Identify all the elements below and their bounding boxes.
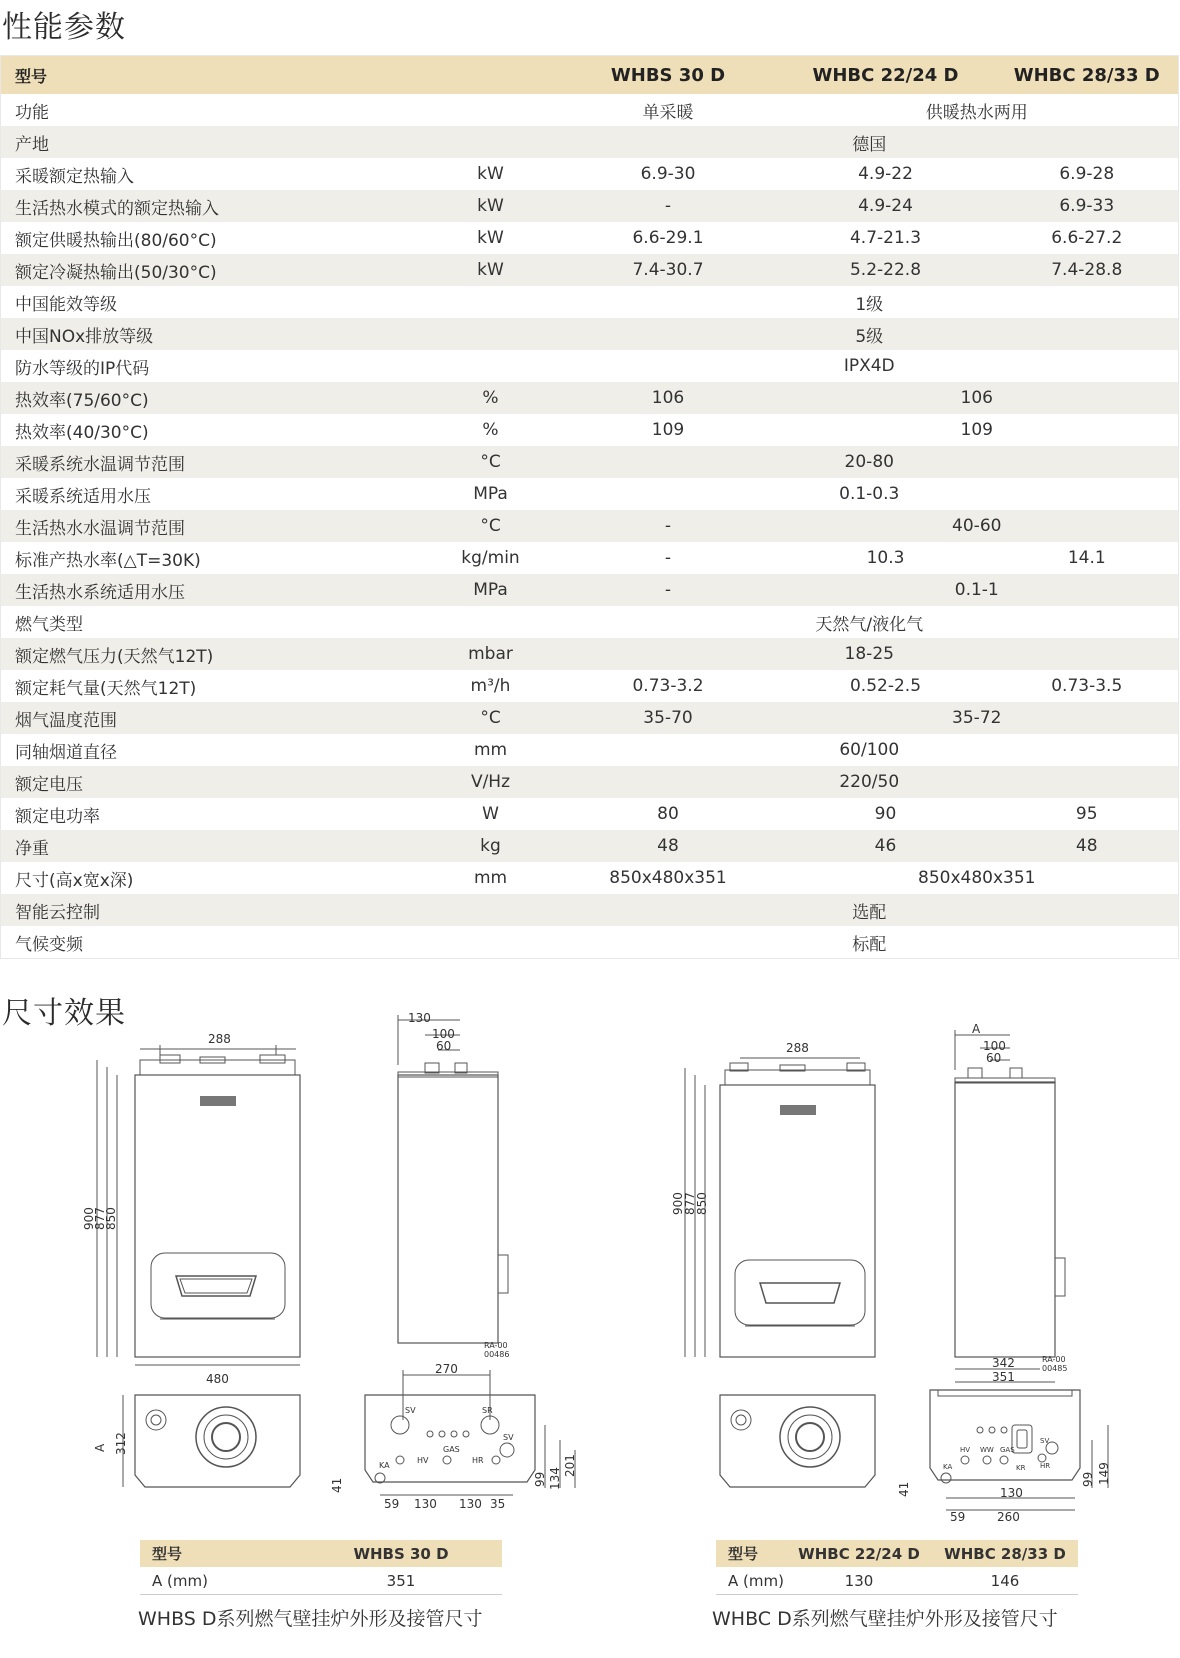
spec-unit: % <box>421 382 561 414</box>
spec-unit <box>421 286 561 318</box>
header-model: 型号 <box>1 56 421 95</box>
spec-value: 48 <box>996 830 1179 862</box>
spec-value: 40-60 <box>776 510 1179 542</box>
spec-value: 天然气/液化气 <box>815 614 924 635</box>
label-ka-right: KA <box>943 1463 953 1471</box>
spec-label: 采暖额定热输入 <box>15 166 134 187</box>
spec-label: 同轴烟道直径 <box>15 742 117 763</box>
spec-row <box>1 670 1179 702</box>
spec-value: - <box>561 574 776 606</box>
spec-row <box>1 94 1179 126</box>
dim-312: 312 <box>114 1432 128 1455</box>
header-whbc2833d: WHBC 28/33 D <box>996 56 1179 95</box>
model-table-right-v1: 130 <box>786 1567 932 1595</box>
spec-unit: kW <box>421 190 561 222</box>
spec-value: 7.4-30.7 <box>561 254 776 286</box>
ra-number-right: 00485 <box>1042 1364 1068 1373</box>
spec-label: 额定电压 <box>1 766 421 798</box>
spec-unit: kW <box>477 164 504 184</box>
dim-900-right: 900 <box>671 1192 685 1215</box>
spec-value: 95 <box>1075 804 1098 824</box>
spec-unit: kg <box>421 830 561 862</box>
spec-label: 标准产热水率(△T=30K) <box>15 550 201 571</box>
spec-value: 5级 <box>561 318 1179 350</box>
spec-unit: V/Hz <box>421 766 561 798</box>
spec-value: 1级 <box>855 294 884 315</box>
spec-label: 采暖系统适用水压 <box>15 486 151 507</box>
model-table-right-h1: 型号 <box>716 1540 786 1567</box>
spec-unit: °C <box>421 702 561 734</box>
ra-code-left: RA-00 <box>484 1341 508 1350</box>
spec-label: 燃气类型 <box>15 614 83 635</box>
header-whbs30d: WHBS 30 D <box>561 56 776 95</box>
spec-value: 选配 <box>561 894 1179 926</box>
dim-900-left: 900 <box>82 1207 96 1230</box>
dim-41-left: 41 <box>330 1477 344 1493</box>
model-table-right-h2: WHBC 22/24 D <box>786 1540 932 1567</box>
label-gas-right: GAS <box>1000 1446 1015 1454</box>
spec-value: 18-25 <box>561 638 1179 670</box>
spec-label: 额定冷凝热输出(50/30°C) <box>1 254 421 286</box>
right-side-view <box>955 1022 1067 1384</box>
spec-value: 0.52-2.5 <box>849 676 922 696</box>
spec-label: 额定电功率 <box>15 806 100 827</box>
ra-number-left: 00486 <box>484 1350 510 1359</box>
caption-left: WHBS D系列燃气壁挂炉外形及接管尺寸 <box>138 1608 483 1630</box>
dim-35: 35 <box>490 1497 506 1511</box>
spec-value: 220/50 <box>561 766 1179 798</box>
header-whbc2224d: WHBC 22/24 D <box>776 56 996 95</box>
spec-label: 防水等级的IP代码 <box>15 358 150 379</box>
spec-row <box>1 350 1179 382</box>
spec-unit: % <box>482 420 499 440</box>
spec-row <box>1 862 1179 894</box>
dim-100-right: 100 <box>983 1039 1006 1053</box>
dim-288-left: 288 <box>208 1032 231 1046</box>
header-unit <box>421 56 561 95</box>
dim-100-left: 100 <box>432 1027 455 1041</box>
spec-row <box>1 414 1179 446</box>
dim-a-label-left: A <box>93 1443 107 1452</box>
spec-value: 850x480x351 <box>918 868 1036 888</box>
dim-850-left: 850 <box>104 1207 118 1230</box>
right-connections-view <box>897 1390 1111 1524</box>
spec-label: 额定燃气压力(天然气12T) <box>1 638 421 670</box>
spec-value: 106 <box>776 382 1179 414</box>
spec-label: 生活热水模式的额定热输入 <box>1 190 421 222</box>
dim-480: 480 <box>206 1372 229 1386</box>
spec-label: 功能 <box>15 102 49 123</box>
spec-value: 35-72 <box>776 702 1179 734</box>
spec-label: 额定耗气量(天然气12T) <box>15 678 197 699</box>
spec-label: 额定供暖热输出(80/60°C) <box>15 230 217 251</box>
spec-value: 4.9-22 <box>858 164 913 184</box>
dim-877-right: 877 <box>683 1192 697 1215</box>
dim-201: 201 <box>563 1454 577 1477</box>
spec-value: 35-70 <box>561 702 776 734</box>
right-bottom-view <box>720 1395 875 1487</box>
spec-row <box>1 734 1179 766</box>
spec-unit: kW <box>421 254 561 286</box>
label-hv-left: HV <box>417 1456 429 1465</box>
spec-row <box>1 126 1179 158</box>
spec-label: 气候变频 <box>15 934 83 955</box>
left-side-view <box>398 1011 509 1359</box>
spec-value: 10.3 <box>866 548 905 568</box>
model-table-left-h1: 型号 <box>140 1540 300 1567</box>
spec-row <box>1 318 1179 350</box>
dim-41-right: 41 <box>897 1481 911 1497</box>
spec-value: 6.9-30 <box>640 164 696 184</box>
dim-130-right: 130 <box>1000 1486 1023 1500</box>
spec-value: - <box>561 190 776 222</box>
right-front-view <box>671 1041 875 1357</box>
spec-value: 0.1-1 <box>776 574 1179 606</box>
spec-row <box>1 286 1179 318</box>
spec-value: 6.9-33 <box>996 190 1179 222</box>
spec-value: 0.73-3.5 <box>1051 676 1123 696</box>
spec-value: 0.73-3.2 <box>632 676 704 696</box>
spec-unit: kW <box>477 228 504 248</box>
spec-value: - <box>561 510 776 542</box>
dim-99-left: 99 <box>533 1471 547 1487</box>
model-table-left-h2: WHBS 30 D <box>300 1540 502 1567</box>
spec-label: 生活热水系统适用水压 <box>1 574 421 606</box>
spec-value: 0.1-0.3 <box>839 484 900 504</box>
spec-row <box>1 606 1179 638</box>
spec-row <box>1 702 1179 734</box>
spec-row <box>1 478 1179 510</box>
spec-row <box>1 830 1179 862</box>
left-bottom-view <box>93 1395 300 1487</box>
spec-row <box>1 542 1179 574</box>
spec-value: 80 <box>657 804 679 824</box>
label-sv-left-2: SV <box>503 1433 514 1442</box>
spec-label: 烟气温度范围 <box>1 702 421 734</box>
spec-row <box>1 894 1179 926</box>
dim-149: 149 <box>1097 1462 1111 1485</box>
dim-59-right: 59 <box>950 1510 966 1524</box>
spec-label: 产地 <box>1 126 421 158</box>
spec-label: 中国NOx排放等级 <box>1 318 421 350</box>
model-table-left-row-label: A (mm) <box>140 1567 300 1595</box>
spec-value: 6.6-29.1 <box>632 228 704 248</box>
spec-value: 5.2-22.8 <box>776 254 996 286</box>
dim-130-side: 130 <box>408 1011 431 1025</box>
spec-unit <box>421 126 561 158</box>
ra-code-right: RA-00 <box>1042 1355 1066 1364</box>
spec-row <box>1 926 1179 959</box>
dim-59-left: 59 <box>384 1497 400 1511</box>
spec-value: 109 <box>960 420 993 440</box>
label-hr-left: HR <box>472 1456 484 1465</box>
spec-unit: MPa <box>473 484 508 504</box>
dim-134: 134 <box>548 1467 562 1490</box>
dim-a-side-right: A <box>972 1022 981 1036</box>
spec-row <box>1 638 1179 670</box>
model-table-right-v2: 146 <box>932 1567 1078 1595</box>
dim-877-left: 877 <box>93 1207 107 1230</box>
spec-label: 净重 <box>1 830 421 862</box>
dim-288-right: 288 <box>786 1041 809 1055</box>
spec-row <box>1 190 1179 222</box>
spec-label: 采暖系统水温调节范围 <box>1 446 421 478</box>
caption-right: WHBC D系列燃气壁挂炉外形及接管尺寸 <box>712 1608 1058 1630</box>
spec-value: 850x480x351 <box>609 868 727 888</box>
spec-value: 90 <box>874 804 897 824</box>
model-table-right <box>716 1540 1078 1595</box>
spec-unit: m³/h <box>470 676 511 696</box>
spec-value: 供暖热水两用 <box>925 102 1028 123</box>
model-table-left <box>140 1540 502 1595</box>
spec-unit <box>421 926 561 959</box>
model-table-right-h3: WHBC 28/33 D <box>932 1540 1078 1567</box>
spec-value: 109 <box>651 420 685 440</box>
spec-value: 单采暖 <box>642 102 694 123</box>
label-hr-right: HR <box>1040 1462 1051 1470</box>
left-connections-view <box>330 1362 577 1511</box>
spec-unit <box>421 318 561 350</box>
spec-label: 热效率(75/60°C) <box>1 382 421 414</box>
spec-unit <box>421 94 561 126</box>
spec-unit: kg/min <box>461 548 520 568</box>
label-ka-left: KA <box>379 1461 390 1470</box>
spec-label: 热效率(40/30°C) <box>15 422 149 443</box>
spec-value: 14.1 <box>1067 548 1106 568</box>
spec-row <box>1 798 1179 830</box>
spec-value: - <box>664 548 672 568</box>
section-title-performance: 性能参数 <box>2 10 126 45</box>
spec-value: 46 <box>776 830 996 862</box>
spec-label: 智能云控制 <box>1 894 421 926</box>
spec-table <box>0 55 1179 959</box>
spec-value: 4.7-21.3 <box>849 228 922 248</box>
spec-unit: mm <box>473 740 508 760</box>
spec-unit <box>421 606 561 638</box>
spec-value: 20-80 <box>561 446 1179 478</box>
spec-value: 德国 <box>561 126 1179 158</box>
label-kr: KR <box>1016 1464 1026 1472</box>
model-table-left-v1: 351 <box>300 1567 502 1595</box>
dimension-drawings <box>0 1002 1180 1542</box>
spec-value: 6.6-27.2 <box>1051 228 1123 248</box>
dim-99-right: 99 <box>1081 1471 1095 1487</box>
spec-unit: mm <box>473 868 508 888</box>
spec-value: 6.9-28 <box>1059 164 1115 184</box>
dim-270: 270 <box>435 1362 458 1376</box>
dim-850-right: 850 <box>695 1192 709 1215</box>
spec-row <box>1 254 1179 286</box>
dim-60-right: 60 <box>986 1051 1002 1065</box>
spec-unit: MPa <box>421 574 561 606</box>
spec-value: 106 <box>561 382 776 414</box>
spec-label: 中国能效等级 <box>15 294 117 315</box>
spec-label: 生活热水水温调节范围 <box>1 510 421 542</box>
spec-unit: °C <box>421 446 561 478</box>
spec-header-row <box>1 56 1179 95</box>
spec-unit: mbar <box>421 638 561 670</box>
spec-unit <box>421 894 561 926</box>
label-hv-right: HV <box>960 1446 971 1454</box>
spec-row <box>1 446 1179 478</box>
dim-130-bottom-left-2: 130 <box>459 1497 482 1511</box>
section-title-dimensions: 尺寸效果 <box>2 996 126 1031</box>
spec-row <box>1 574 1179 606</box>
label-ww: WW <box>980 1446 994 1454</box>
model-table-right-row-label: A (mm) <box>716 1567 786 1595</box>
label-sr: SR <box>482 1406 493 1415</box>
spec-value: 4.9-24 <box>776 190 996 222</box>
label-sv-left: SV <box>405 1406 416 1415</box>
left-front-view <box>82 1032 300 1386</box>
spec-row <box>1 766 1179 798</box>
spec-unit: W <box>482 804 499 824</box>
dim-260: 260 <box>997 1510 1020 1524</box>
dim-60-left: 60 <box>436 1039 452 1053</box>
spec-unit: °C <box>421 510 561 542</box>
label-gas-left: GAS <box>443 1445 460 1454</box>
label-sv-right: SV <box>1040 1437 1050 1445</box>
dim-351: 351 <box>992 1370 1015 1384</box>
spec-row <box>1 222 1179 254</box>
spec-row <box>1 510 1179 542</box>
dim-342: 342 <box>992 1356 1015 1370</box>
dim-130-bottom-left-1: 130 <box>414 1497 437 1511</box>
spec-label: 尺寸(高x宽x深) <box>15 870 134 891</box>
spec-value: 48 <box>561 830 776 862</box>
spec-value: 7.4-28.8 <box>996 254 1179 286</box>
spec-row <box>1 158 1179 190</box>
spec-unit <box>421 350 561 382</box>
spec-value: 标配 <box>852 934 887 955</box>
spec-row <box>1 382 1179 414</box>
spec-value: 60/100 <box>839 740 900 760</box>
spec-value: IPX4D <box>843 356 895 376</box>
